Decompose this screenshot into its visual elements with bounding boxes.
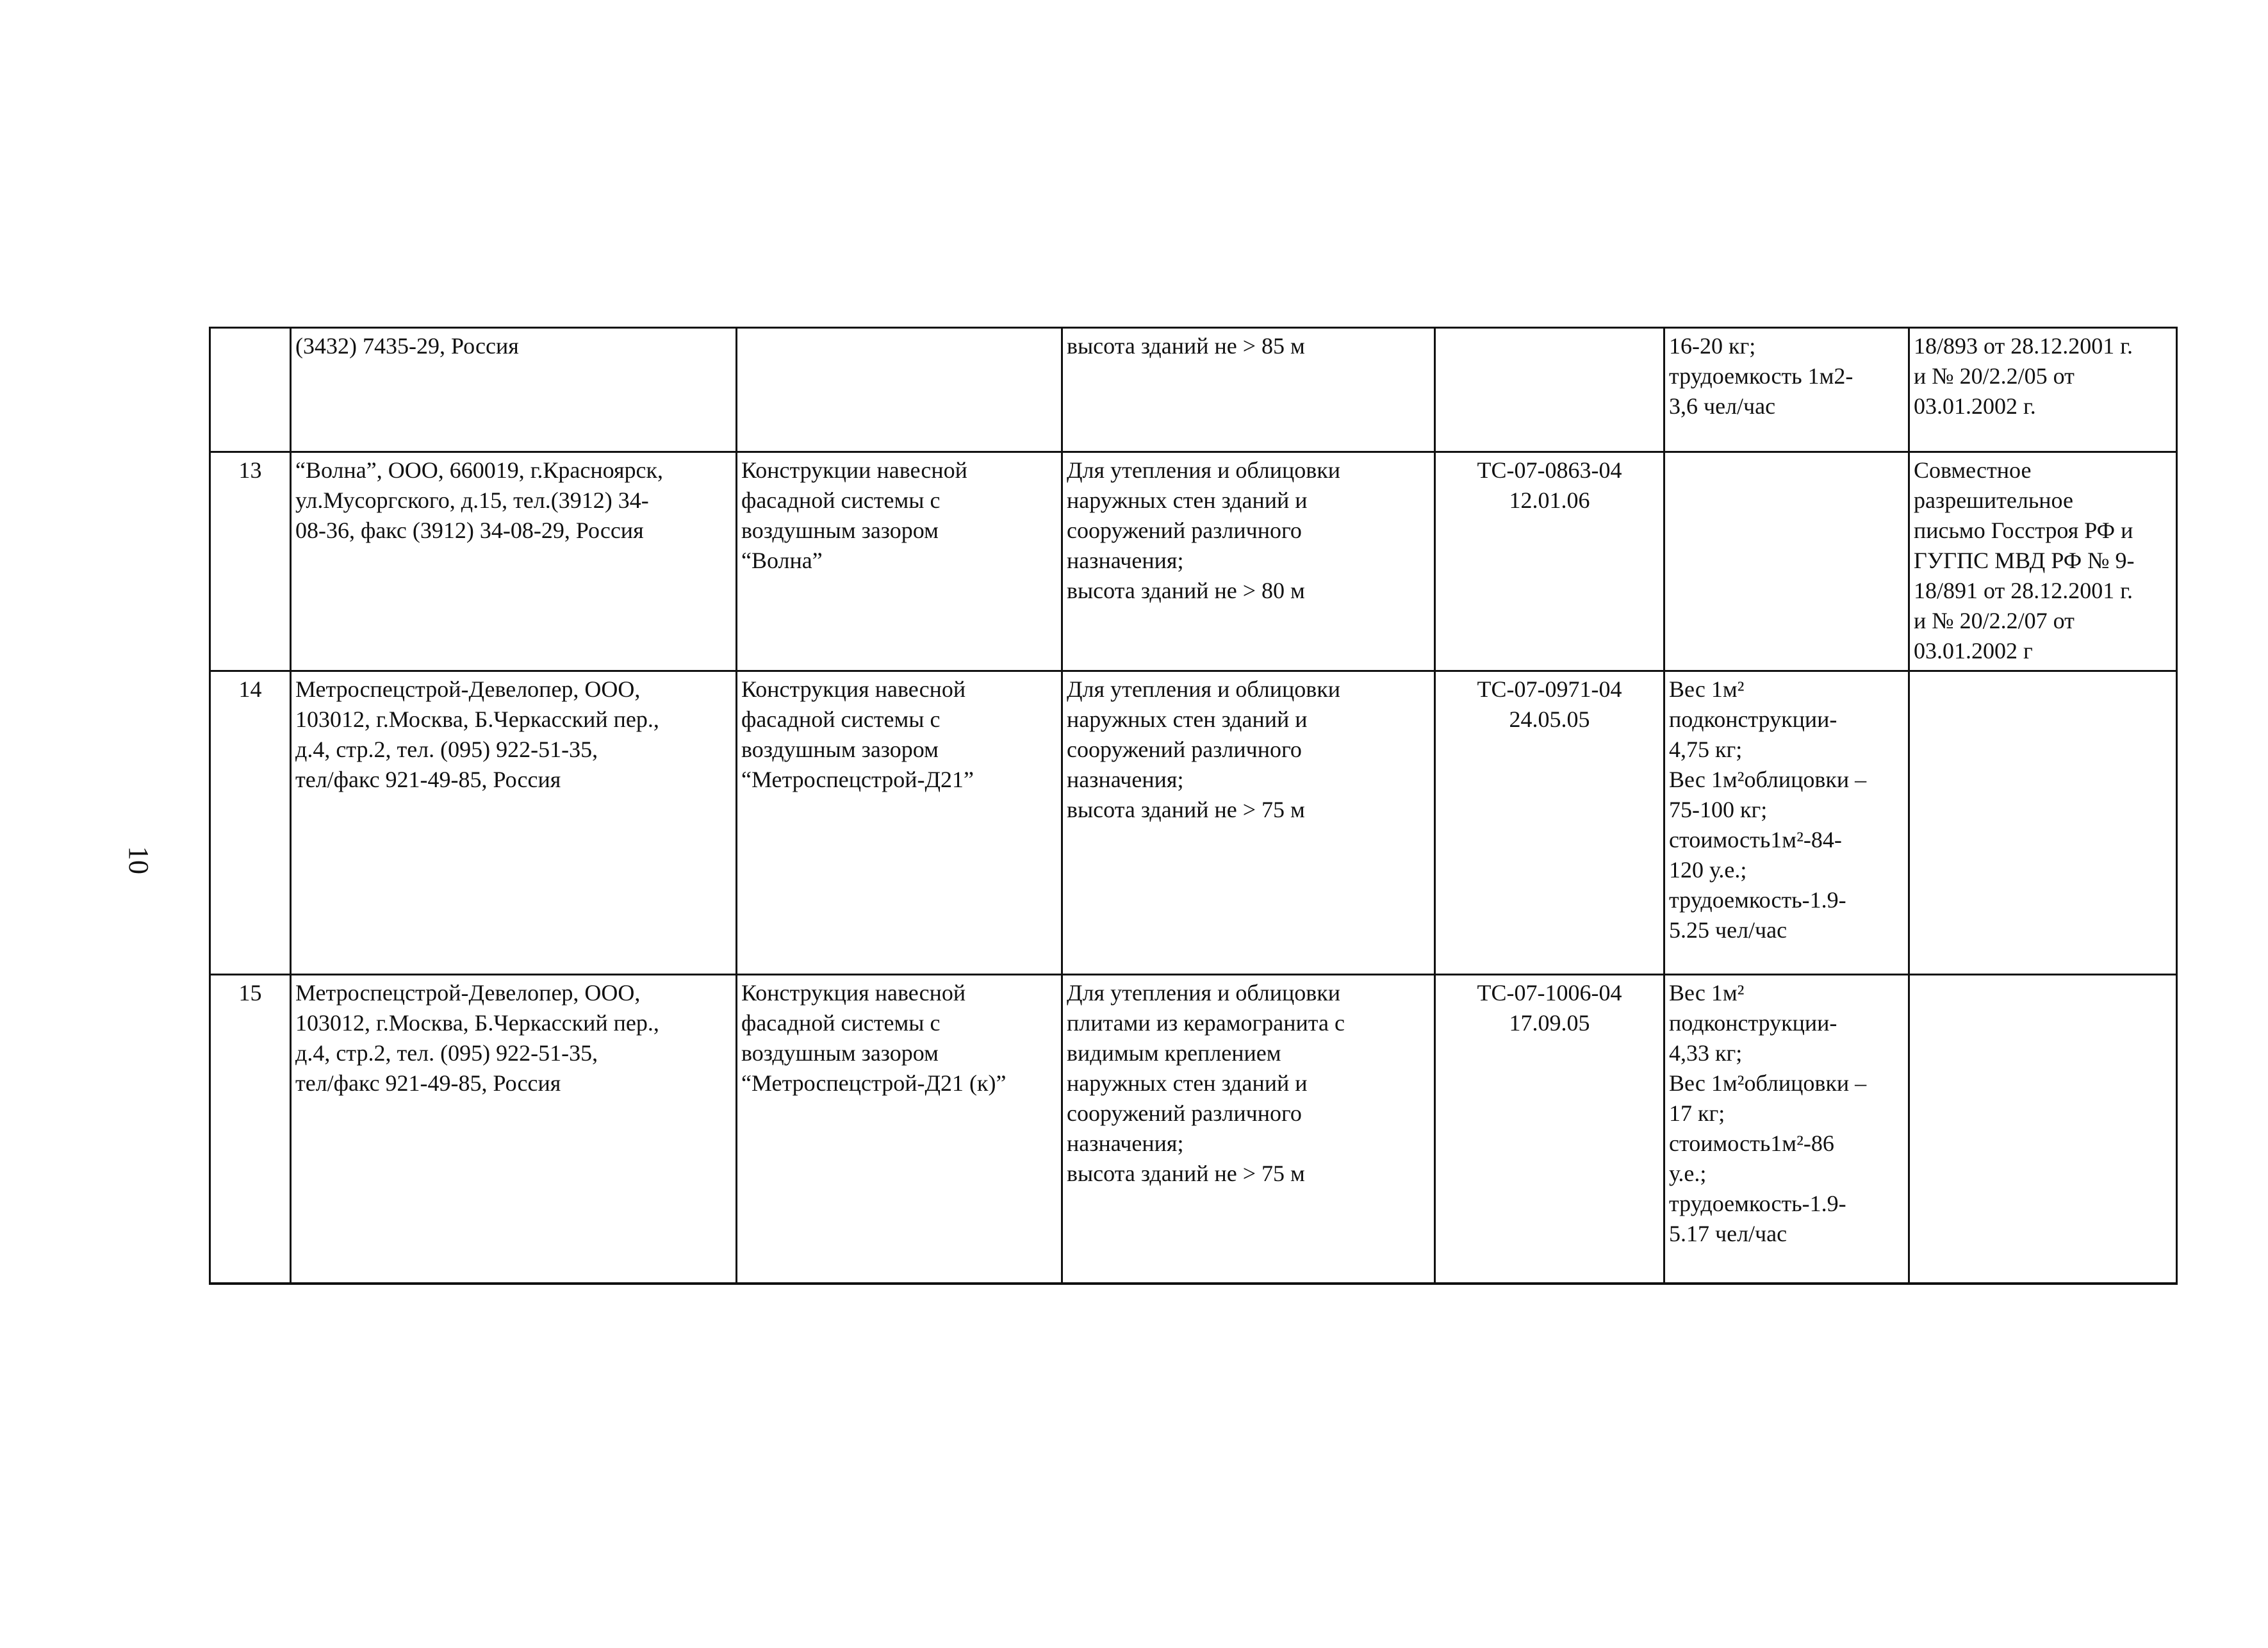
table-row: [210, 671, 2177, 975]
technical-data-cell: 16-20 кг; трудоемкость 1м2- 3,6 чел/час: [1664, 328, 1909, 452]
technical-data-cell: [1664, 452, 1909, 671]
row-number-cell: 13: [210, 452, 291, 671]
certificate-cell: ТС-07-0971-04 24.05.05: [1435, 671, 1664, 975]
permit-document-cell: [1909, 975, 2177, 1284]
row-number-cell: 14: [210, 671, 291, 975]
permit-document-cell: 18/893 от 28.12.2001 г. и № 20/2.2/05 от 03.01.2002 г.: [1909, 328, 2177, 452]
purpose-cell: Для утепления и облицовки плитами из керамогранита с видимым креплением наружных стен зданий и сооружений различного назначения; высота зданий не > 75 м: [1062, 975, 1435, 1284]
organization-cell: Метроспецстрой-Девелопер, ООО, 103012, г.Москва, Б.Черкасский пер., д.4, стр.2, тел. (095) 922-51-35, тел/факс 921-49-85, Россия: [291, 975, 737, 1284]
system-name-cell: Конструкции навесной фасадной системы с воздушным зазором “Волна”: [737, 452, 1062, 671]
purpose-cell: высота зданий не > 85 м: [1062, 328, 1435, 452]
page-number: 10: [123, 846, 154, 874]
system-name-cell: Конструкция навесной фасадной системы с воздушным зазором “Метроспецстрой-Д21 (к)”: [737, 975, 1062, 1284]
table-row: [210, 452, 2177, 671]
purpose-cell: Для утепления и облицовки наружных стен зданий и сооружений различного назначения; высота зданий не > 75 м: [1062, 671, 1435, 975]
purpose-cell: Для утепления и облицовки наружных стен зданий и сооружений различного назначения; высота зданий не > 80 м: [1062, 452, 1435, 671]
organization-cell: (3432) 7435-29, Россия: [291, 328, 737, 452]
technical-data-cell: Вес 1м² подконструкции- 4,75 кг; Вес 1м²облицовки – 75-100 кг; стоимость1м²-84- 120 у.е.; трудоемкость-1.9- 5.25 чел/час: [1664, 671, 1909, 975]
permit-document-cell: Совместное разрешительное письмо Госстроя РФ и ГУГПС МВД РФ № 9- 18/891 от 28.12.2001 г. и № 20/2.2/07 от 03.01.2002 г: [1909, 452, 2177, 671]
systems-table: [209, 327, 2178, 1285]
technical-data-cell: Вес 1м² подконструкции- 4,33 кг; Вес 1м²облицовки – 17 кг; стоимость1м²-86 у.е.; трудоемкость-1.9- 5.17 чел/час: [1664, 975, 1909, 1284]
row-number-cell: [210, 328, 291, 452]
system-name-cell: [737, 328, 1062, 452]
permit-document-cell: [1909, 671, 2177, 975]
certificate-cell: [1435, 328, 1664, 452]
table-row: [210, 975, 2177, 1284]
system-name-cell: Конструкция навесной фасадной системы с воздушным зазором “Метроспецстрой-Д21”: [737, 671, 1062, 975]
certificate-cell: ТС-07-0863-04 12.01.06: [1435, 452, 1664, 671]
organization-cell: Метроспецстрой-Девелопер, ООО, 103012, г.Москва, Б.Черкасский пер., д.4, стр.2, тел. (095) 922-51-35, тел/факс 921-49-85, Россия: [291, 671, 737, 975]
table-row: [210, 328, 2177, 452]
organization-cell: “Волна”, ООО, 660019, г.Красноярск, ул.Мусоргского, д.15, тел.(3912) 34- 08-36, факс (3912) 34-08-29, Россия: [291, 452, 737, 671]
row-number-cell: 15: [210, 975, 291, 1284]
certificate-cell: ТС-07-1006-04 17.09.05: [1435, 975, 1664, 1284]
